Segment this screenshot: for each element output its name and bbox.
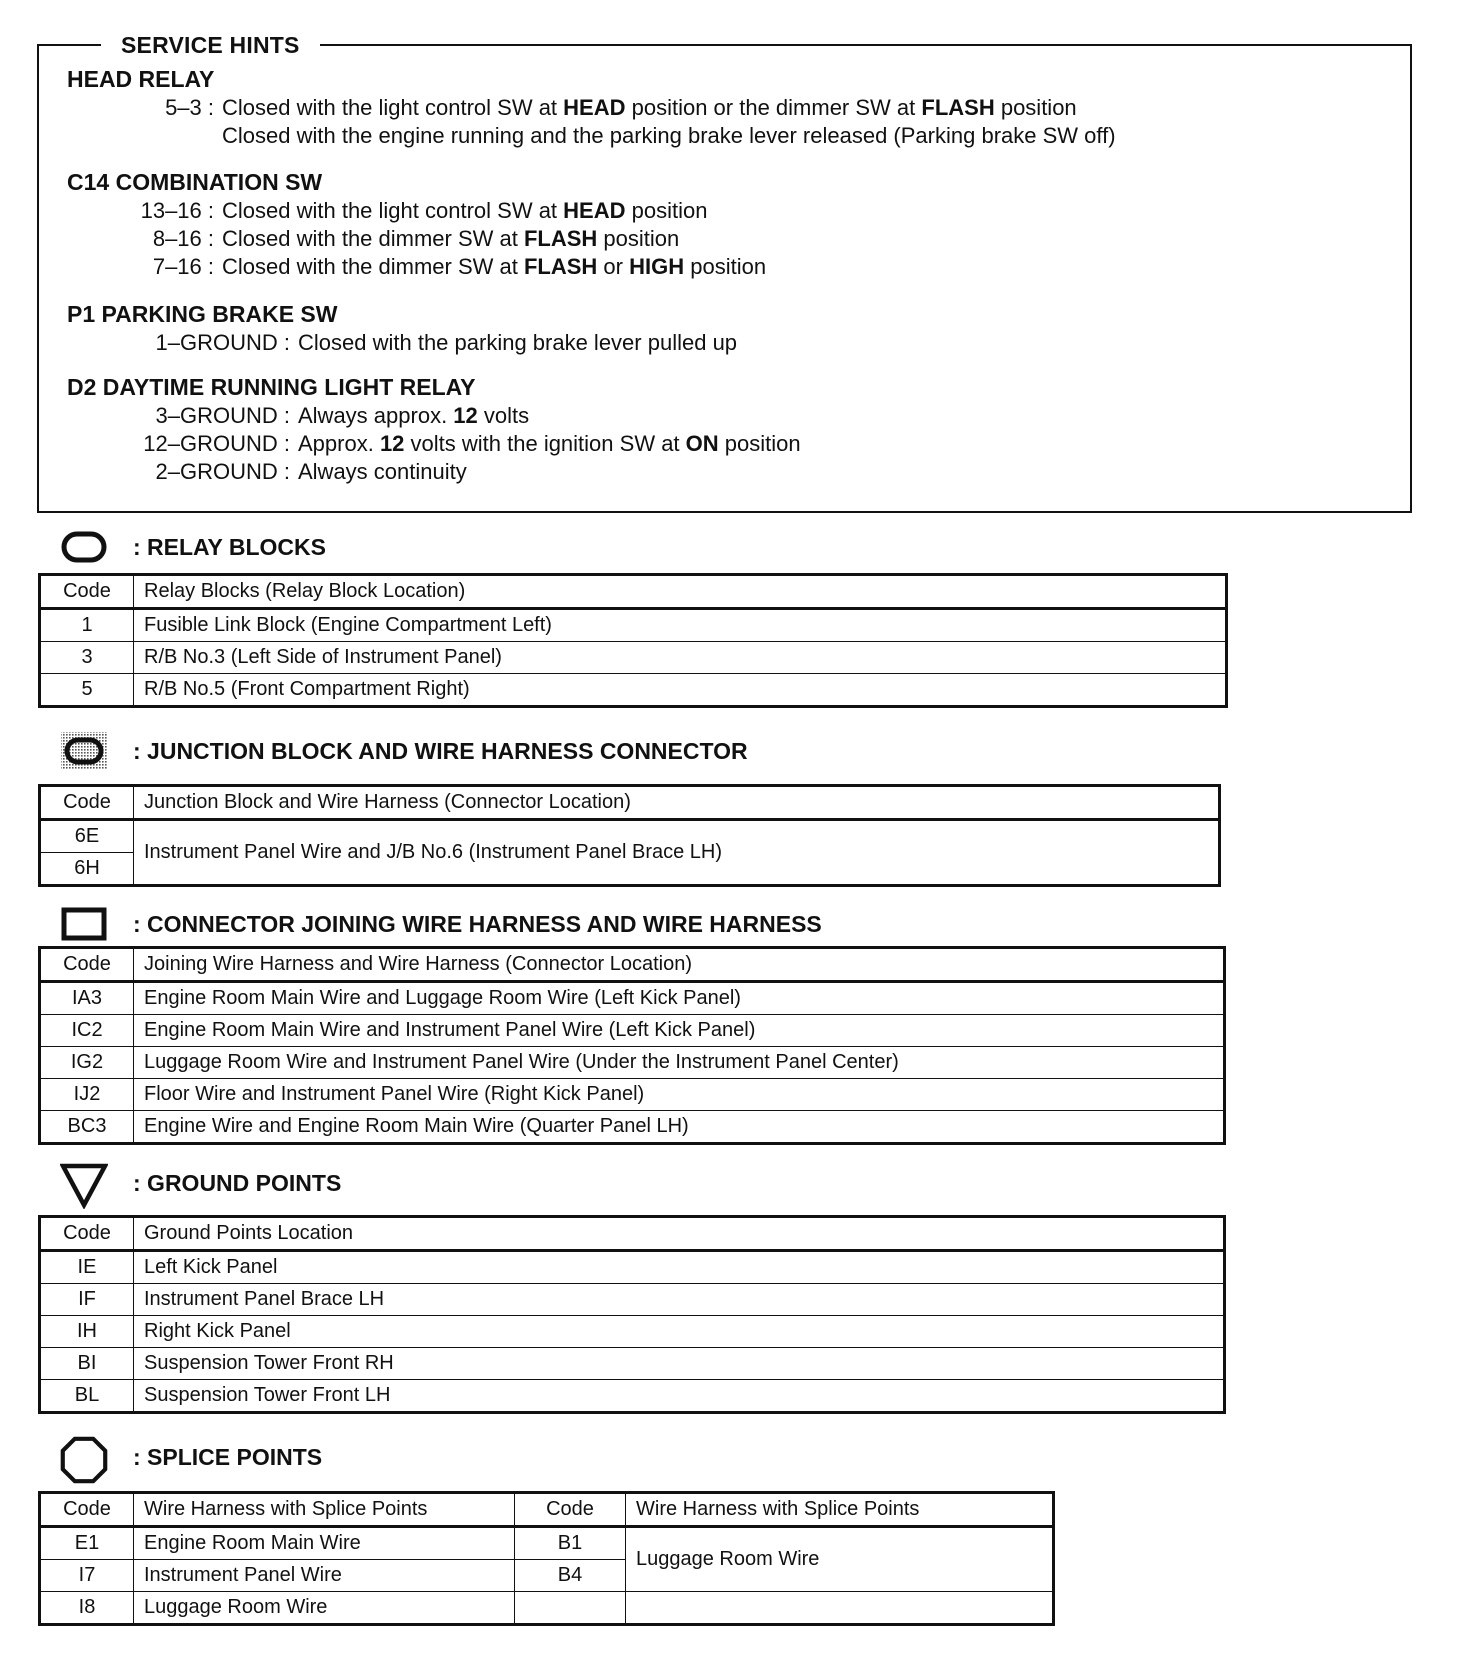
splice-points-table [38, 1491, 1055, 1626]
connector-square-icon [60, 904, 108, 944]
hint-terminal: 5–3 : [165, 95, 214, 120]
harness-cell: Luggage Room Wire [626, 1527, 1054, 1592]
location-header: Relay Blocks (Relay Block Location) [134, 575, 1227, 609]
table-row [40, 642, 1227, 674]
hint-line [67, 197, 708, 225]
hint-terminal: 7–16 : [152, 254, 214, 279]
hint-description: Always continuity [298, 459, 467, 484]
connectors-header [60, 904, 822, 944]
harness-header: Wire Harness with Splice Points [134, 1493, 515, 1527]
location-cell: Fusible Link Block (Engine Compartment Left) [134, 609, 1227, 642]
hint-description: Always approx. 12 volts [298, 403, 530, 428]
hint-line [67, 458, 476, 486]
splice-points-title: : SPLICE POINTS [133, 1443, 323, 1470]
location-header: Joining Wire Harness and Wire Harness (Connector Location) [134, 948, 1225, 982]
hint-description: Approx. 12 volts with the ignition SW at ON position [298, 431, 801, 456]
location-cell: Instrument Panel Brace LH [134, 1284, 1225, 1316]
hint-line [67, 253, 767, 281]
location-header: Ground Points Location [134, 1217, 1225, 1251]
code-cell: B4 [515, 1560, 626, 1592]
harness-cell: Instrument Panel Wire [134, 1560, 515, 1592]
hint-line [67, 225, 680, 253]
code-cell [515, 1592, 626, 1625]
hint-section-title: HEAD RELAY [67, 66, 215, 92]
location-header: Junction Block and Wire Harness (Connector Location) [134, 786, 1220, 820]
hint-terminal: 3–GROUND : [155, 403, 290, 428]
table-row [40, 1251, 1225, 1284]
ground-triangle-icon [60, 1163, 108, 1203]
code-cell: IH [40, 1316, 134, 1348]
hint-terminal: 8–16 : [152, 226, 214, 251]
table-row [40, 609, 1227, 642]
hint-description: Closed with the light control SW at HEAD position or the dimmer SW at FLASH position [222, 95, 1077, 120]
harness-cell: Engine Room Main Wire [134, 1527, 515, 1560]
hint-description: Closed with the engine running and the parking brake lever released (Parking brake SW off) [222, 123, 1116, 148]
table-row [40, 674, 1227, 707]
relay-blocks-table [38, 573, 1228, 708]
hint-line [67, 430, 801, 458]
junction-blocks-table [38, 784, 1221, 887]
junction-blocks-title: : JUNCTION BLOCK AND WIRE HARNESS CONNECTOR [133, 737, 748, 764]
table-row [40, 1380, 1225, 1413]
hint-terminal: 12–GROUND : [143, 431, 290, 456]
code-cell: 6E [40, 820, 134, 853]
hint-terminal: 1–GROUND : [155, 330, 290, 355]
relay-blocks-title: : RELAY BLOCKS [133, 533, 326, 560]
hint-section [67, 167, 767, 281]
hint-description: Closed with the light control SW at HEAD position [222, 198, 708, 223]
hint-section [67, 299, 738, 357]
location-cell: R/B No.5 (Front Compartment Right) [134, 674, 1227, 707]
code-header: Code [40, 948, 134, 982]
code-cell: 6H [40, 853, 134, 886]
hint-line [67, 402, 530, 430]
hint-section-title: C14 COMBINATION SW [67, 169, 323, 195]
location-cell: Engine Room Main Wire and Instrument Panel Wire (Left Kick Panel) [134, 1015, 1225, 1047]
service-hints-title: SERVICE HINTS [101, 32, 320, 59]
code-header: Code [515, 1493, 626, 1527]
location-cell: Instrument Panel Wire and J/B No.6 (Instrument Panel Brace LH) [134, 820, 1220, 886]
hint-section-title: D2 DAYTIME RUNNING LIGHT RELAY [67, 374, 476, 400]
code-cell: IA3 [40, 982, 134, 1015]
table-header-row [40, 1217, 1225, 1251]
code-cell: 5 [40, 674, 134, 707]
hint-section [67, 372, 801, 486]
connectors-title: : CONNECTOR JOINING WIRE HARNESS AND WIRE HARNESS [133, 910, 822, 937]
table-row [40, 1047, 1225, 1079]
ground-points-header [60, 1163, 341, 1203]
code-cell: BI [40, 1348, 134, 1380]
code-cell: IG2 [40, 1047, 134, 1079]
table-row [40, 1316, 1225, 1348]
code-header: Code [40, 575, 134, 609]
location-cell: R/B No.3 (Left Side of Instrument Panel) [134, 642, 1227, 674]
junction-blocks-header [60, 731, 748, 771]
table-row [40, 982, 1225, 1015]
table-row [40, 820, 1220, 853]
code-cell: 3 [40, 642, 134, 674]
relay-blocks-header [60, 527, 326, 567]
table-header-row [40, 786, 1220, 820]
hint-section-title: P1 PARKING BRAKE SW [67, 301, 338, 327]
ground-points-table [38, 1215, 1226, 1414]
location-cell: Right Kick Panel [134, 1316, 1225, 1348]
hint-terminal: 13–16 : [140, 198, 214, 223]
code-cell: B1 [515, 1527, 626, 1560]
harness-cell [626, 1592, 1054, 1625]
code-header: Code [40, 1493, 134, 1527]
code-cell: BL [40, 1380, 134, 1413]
code-header: Code [40, 786, 134, 820]
ground-points-title: : GROUND POINTS [133, 1169, 342, 1196]
hint-section [67, 64, 1116, 150]
table-header-row [40, 948, 1225, 982]
table-row [40, 1079, 1225, 1111]
location-cell: Luggage Room Wire and Instrument Panel Wire (Under the Instrument Panel Center) [134, 1047, 1225, 1079]
location-cell: Left Kick Panel [134, 1251, 1225, 1284]
harness-cell: Luggage Room Wire [134, 1592, 515, 1625]
table-row [40, 1527, 1054, 1560]
code-cell: BC3 [40, 1111, 134, 1144]
table-row [40, 1015, 1225, 1047]
code-cell: 1 [40, 609, 134, 642]
table-row [40, 1284, 1225, 1316]
code-cell: IF [40, 1284, 134, 1316]
table-row [40, 1111, 1225, 1144]
code-cell: IC2 [40, 1015, 134, 1047]
code-cell: I7 [40, 1560, 134, 1592]
code-cell: IJ2 [40, 1079, 134, 1111]
relay-block-icon [60, 527, 108, 567]
harness-header: Wire Harness with Splice Points [626, 1493, 1054, 1527]
hint-line [67, 122, 1116, 150]
splice-octagon-icon [60, 1437, 108, 1477]
location-cell: Engine Room Main Wire and Luggage Room Wire (Left Kick Panel) [134, 982, 1225, 1015]
table-header-row [40, 575, 1227, 609]
hint-description: Closed with the dimmer SW at FLASH or HIGH position [222, 254, 767, 279]
code-cell: I8 [40, 1592, 134, 1625]
junction-block-icon [60, 731, 108, 771]
connectors-table [38, 946, 1226, 1145]
hint-description: Closed with the dimmer SW at FLASH position [222, 226, 680, 251]
table-header-row [40, 1493, 1054, 1527]
hint-terminal: 2–GROUND : [155, 459, 290, 484]
location-cell: Engine Wire and Engine Room Main Wire (Quarter Panel LH) [134, 1111, 1225, 1144]
code-header: Code [40, 1217, 134, 1251]
code-cell: E1 [40, 1527, 134, 1560]
code-cell: IE [40, 1251, 134, 1284]
location-cell: Suspension Tower Front RH [134, 1348, 1225, 1380]
hint-line [67, 94, 1077, 122]
table-row [40, 1348, 1225, 1380]
hint-line [67, 329, 738, 357]
hint-description: Closed with the parking brake lever pulled up [298, 330, 738, 355]
service-hints-box [37, 32, 1412, 513]
table-row [40, 1592, 1054, 1625]
location-cell: Floor Wire and Instrument Panel Wire (Right Kick Panel) [134, 1079, 1225, 1111]
location-cell: Suspension Tower Front LH [134, 1380, 1225, 1413]
splice-points-header [60, 1437, 322, 1477]
